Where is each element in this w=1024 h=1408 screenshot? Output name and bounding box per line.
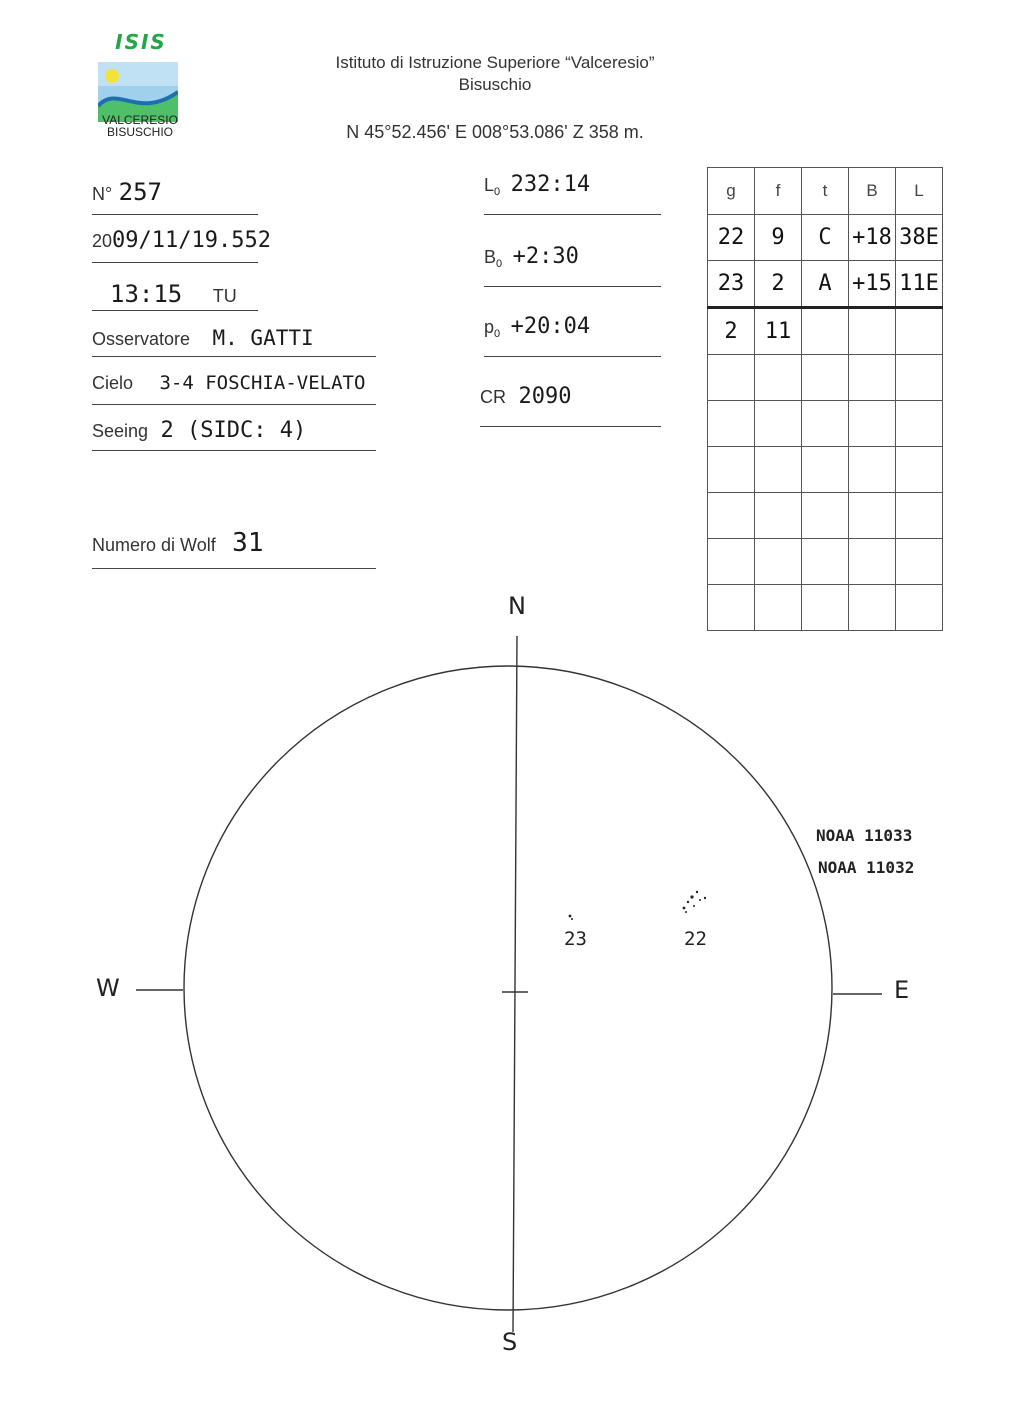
column-header: f: [755, 168, 802, 215]
table-cell: +15: [849, 261, 896, 308]
p0-label: p: [484, 317, 495, 337]
table-cell: [755, 447, 802, 493]
table-row: [708, 308, 943, 355]
table-cell: [708, 539, 755, 585]
sunspot-groups-table: [707, 167, 943, 631]
table-cell: [708, 447, 755, 493]
p0-sub: 0: [494, 328, 501, 341]
sky-field: [92, 372, 376, 405]
table-cell: [896, 308, 943, 355]
table-cell: C: [802, 215, 849, 261]
sky-label: Cielo: [92, 373, 134, 393]
school-logo: [94, 30, 186, 142]
solar-disk: [136, 636, 882, 1332]
p0-field: [484, 314, 661, 357]
l0-value: 232:14: [510, 172, 591, 197]
table-cell: [802, 401, 849, 447]
south-label: S: [502, 1328, 518, 1356]
spot-label-22: 22: [684, 928, 707, 950]
table-cell: [896, 493, 943, 539]
table-cell: 2: [755, 261, 802, 308]
sunspot-group-22: [683, 891, 707, 913]
seeing-label: Seeing: [92, 421, 149, 441]
table-cell: 22: [708, 215, 755, 261]
number-value: 257: [118, 178, 163, 206]
table-cell: 11E: [896, 261, 943, 308]
observer-value: M. GATTI: [212, 326, 314, 350]
p0-value: +20:04: [510, 314, 591, 339]
institute-name: Istituto di Istruzione Superiore “Valceresio”: [335, 53, 655, 72]
table-cell: 2: [708, 308, 755, 355]
l0-sub: 0: [494, 186, 501, 199]
institute-city: Bisuschio: [458, 75, 532, 94]
cr-value: 2090: [518, 384, 572, 409]
table-cell: [896, 355, 943, 401]
table-cell: [755, 539, 802, 585]
sky-value: 3-4 FOSCHIA-VELATO: [159, 372, 366, 394]
time-value: 13:15: [110, 280, 183, 308]
table-cell: [849, 355, 896, 401]
table-cell: [708, 401, 755, 447]
table-cell: [849, 493, 896, 539]
table-row: [708, 215, 943, 261]
table-cell: [755, 493, 802, 539]
table-cell: [755, 401, 802, 447]
table-cell: [755, 355, 802, 401]
logo-name-line1: VALCERESIO: [102, 113, 178, 127]
number-label: N°: [92, 184, 113, 204]
table-cell: +18: [849, 215, 896, 261]
table-cell: [896, 401, 943, 447]
time-field: [92, 280, 258, 311]
cr-field: [480, 384, 661, 427]
table-cell: [802, 355, 849, 401]
b0-sub: 0: [496, 258, 503, 271]
table-cell: [708, 493, 755, 539]
table-cell: [849, 447, 896, 493]
seeing-value: 2 (SIDC: 4): [160, 418, 307, 443]
l0-label: L: [484, 175, 495, 195]
table-row: [708, 355, 943, 401]
table-cell: 38E: [896, 215, 943, 261]
table-row: [708, 539, 943, 585]
east-label: E: [894, 976, 910, 1004]
column-header: t: [802, 168, 849, 215]
column-header: g: [708, 168, 755, 215]
wolf-number-field: [92, 528, 376, 569]
table-cell: [802, 539, 849, 585]
west-label: W: [96, 974, 120, 1002]
table-cell: [802, 308, 849, 355]
noaa-region-1: NOAA 11033: [816, 826, 913, 845]
wolf-label: Numero di Wolf: [92, 535, 216, 555]
table-cell: 11: [755, 308, 802, 355]
logo-mark: ISIS: [115, 30, 167, 54]
table-cell: [708, 355, 755, 401]
solar-disk-diagram: [0, 580, 1024, 1380]
observer-field: [92, 326, 376, 357]
l0-field: [484, 172, 661, 215]
date-value: 09/11/19.552: [112, 228, 271, 253]
b0-field: [484, 244, 661, 287]
date-prefix: 20: [92, 231, 113, 251]
table-cell: [849, 401, 896, 447]
table-row: [708, 447, 943, 493]
cr-label: CR: [480, 387, 506, 407]
wolf-value: 31: [232, 528, 264, 558]
table-header-row: [708, 168, 943, 215]
table-row: [708, 261, 943, 308]
noaa-region-2: NOAA 11032: [818, 858, 915, 877]
logo-name: [94, 114, 186, 138]
table-cell: [802, 493, 849, 539]
b0-label: B: [484, 247, 497, 267]
table-cell: [896, 539, 943, 585]
table-cell: A: [802, 261, 849, 308]
table-row: [708, 493, 943, 539]
date-field: [92, 228, 271, 263]
number-field: [92, 178, 258, 215]
observatory-coordinates: N 45°52.456' E 008°53.086' Z 358 m.: [346, 122, 644, 142]
column-header: L: [896, 168, 943, 215]
table-cell: [802, 447, 849, 493]
spot-label-23: 23: [564, 928, 587, 950]
b0-value: +2:30: [512, 244, 579, 269]
logo-name-line2: BISUSCHIO: [106, 125, 173, 139]
table-cell: 23: [708, 261, 755, 308]
observer-label: Osservatore: [92, 329, 191, 349]
north-south-axis: [513, 636, 517, 1332]
north-label: N: [508, 592, 526, 620]
column-header: B: [849, 168, 896, 215]
time-unit: TU: [212, 286, 237, 306]
table-cell: [849, 308, 896, 355]
seeing-field: [92, 418, 376, 451]
disk-outline: [184, 666, 832, 1310]
sunspot-group-23: [569, 915, 573, 920]
table-row: [708, 401, 943, 447]
table-cell: 9: [755, 215, 802, 261]
table-cell: [849, 539, 896, 585]
table-cell: [896, 447, 943, 493]
